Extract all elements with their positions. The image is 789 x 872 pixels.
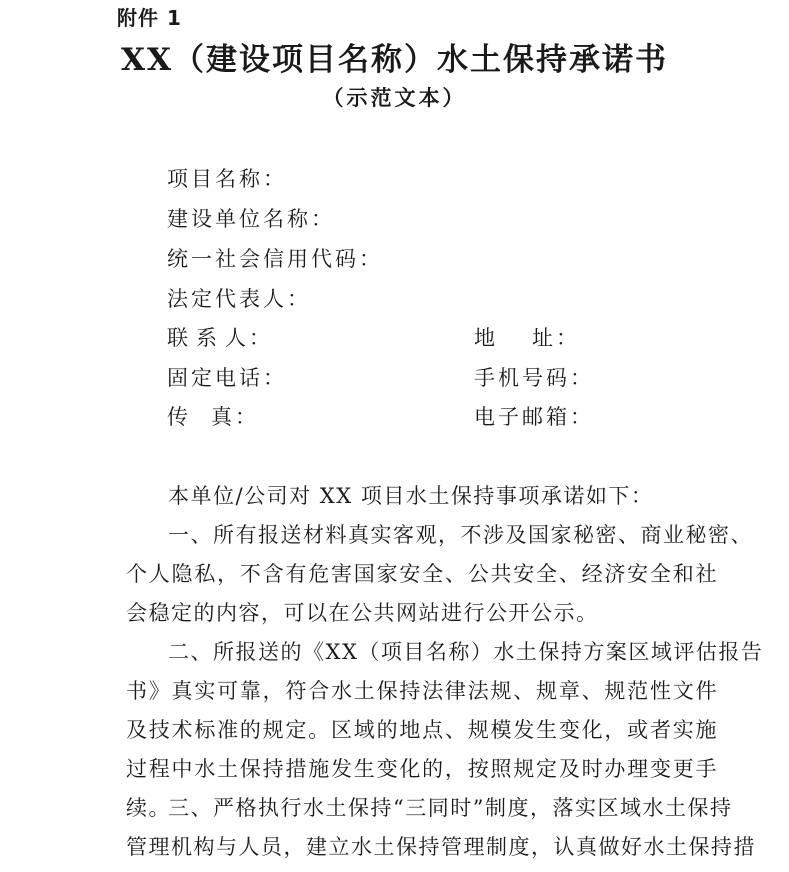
field-label: 地 址：	[474, 326, 580, 350]
field-project-name	[167, 163, 287, 193]
document-title: XX（建设项目名称）水土保持承诺书	[120, 42, 669, 78]
field-label: 手机号码：	[474, 366, 594, 390]
attachment-label: 附件 1	[117, 6, 182, 30]
field-label: 法定代表人：	[167, 287, 311, 311]
field-label: 项目名称：	[167, 167, 287, 191]
commitment-item-1: 一、所有报送材料真实客观，不涉及国家秘密、商业秘密、 个人隐私，不含有危害国家安全、公共安全、经济安全和社会稳定的内容，可以在公共网站进行公开公示。	[126, 523, 753, 625]
field-label: 联 系 人：	[167, 326, 273, 350]
field-label: 传 真：	[167, 405, 259, 429]
field-label: 统一社会信用代码：	[167, 247, 383, 271]
field-credit-code	[167, 243, 383, 273]
field-phone	[167, 362, 287, 392]
field-legal-rep	[167, 283, 311, 313]
field-fax	[167, 401, 259, 431]
field-label: 建设单位名称：	[167, 207, 335, 231]
field-email	[474, 401, 594, 431]
field-contact	[167, 322, 273, 352]
field-mobile	[474, 362, 594, 392]
field-label: 电子邮箱：	[474, 405, 594, 429]
commitment-intro: 本单位/公司对 XX 项目水土保持事项承诺如下：	[168, 484, 654, 508]
field-label: 固定电话：	[167, 366, 287, 390]
document-subtitle: （示范文本）	[322, 85, 467, 110]
commitment-item-2: 二、所报送的《XX（项目名称）水土保持方案区域评估报告 书》真实可靠，符合水土保持法律法规、规章、规范性文件及技术标准的规定。区域的地点、规模发生变化，或者实施过程中水土保持措施发生变化的，按照规定及时办理变更手续。	[126, 640, 764, 820]
field-builder	[167, 203, 335, 233]
field-address	[474, 322, 580, 352]
commitment-item-3: 三、严格执行水土保持“三同时”制度，落实区域水土保持 管理机构与人员，建立水土保持管理制度，认真做好水土保持措	[126, 796, 756, 859]
